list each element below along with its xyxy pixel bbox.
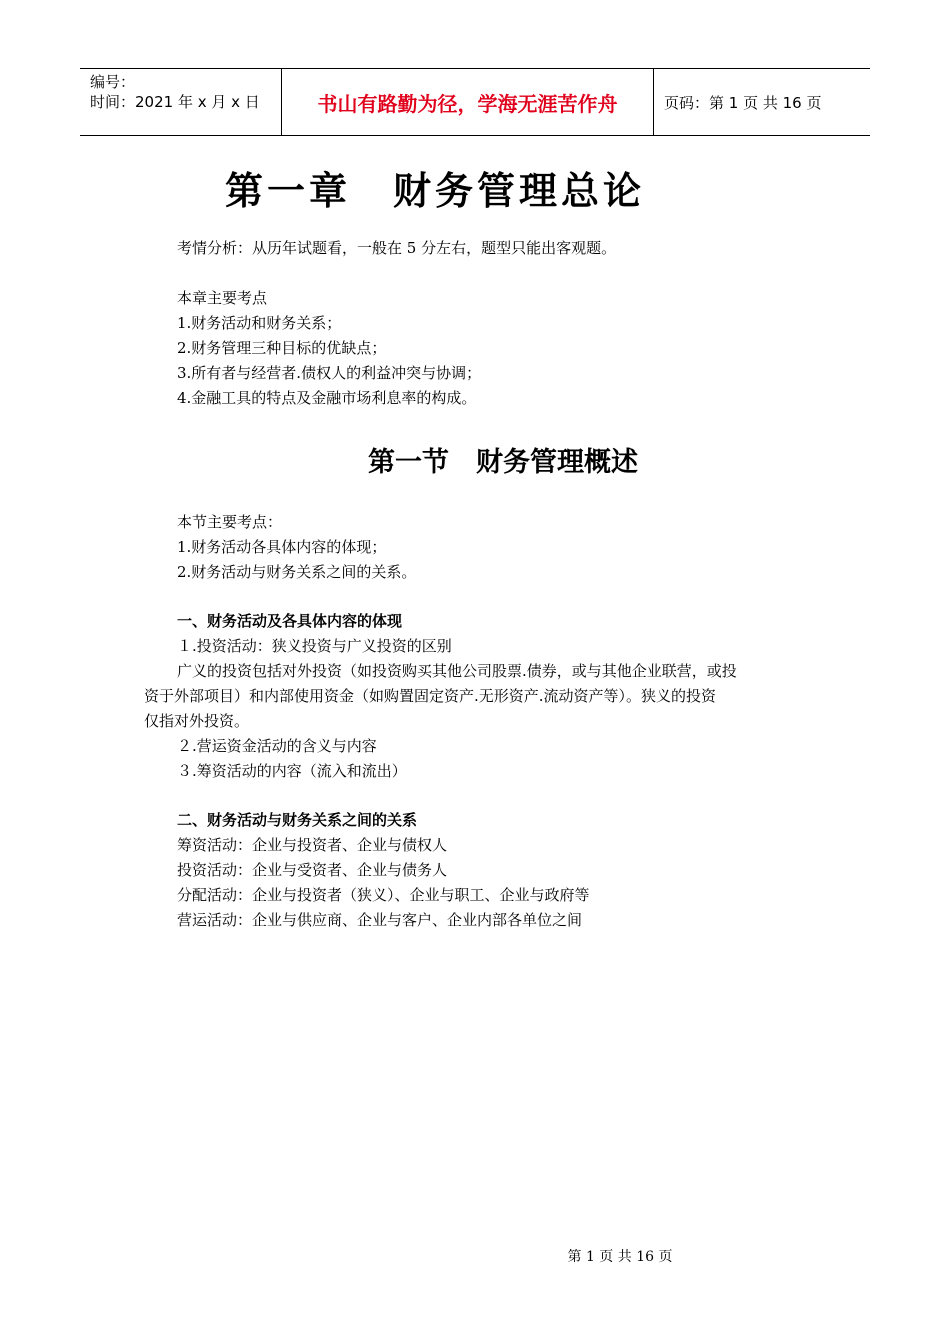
chapter-point-item: 1.财务活动和财务关系； (177, 314, 342, 332)
section-points-heading: 本节主要考点： (177, 513, 283, 531)
header-time-label: 时间：2021 年 x 月 x 日 (90, 93, 260, 111)
header-motto: 书山有路勤为径，学海无涯苦作舟 (281, 69, 654, 135)
part1-heading: 一、财务活动及各具体内容的体现 (177, 612, 403, 630)
part2-line: 投资活动：企业与受资者、企业与债务人 (177, 861, 448, 879)
chapter-point-item: 4.金融工具的特点及金融市场利息率的构成。 (177, 389, 477, 407)
part2-line: 营运活动：企业与供应商、企业与客户、企业内部各单位之间 (177, 911, 583, 929)
page-header (80, 68, 870, 136)
part1-item-investment: １.投资活动：狭义投资与广义投资的区别 (177, 637, 452, 655)
section-point-item: 1.财务活动各具体内容的体现； (177, 538, 387, 556)
part2-heading: 二、财务活动与财务关系之间的关系 (177, 811, 418, 829)
section-point-item: 2.财务活动与财务关系之间的关系。 (177, 563, 417, 581)
header-page-info: 页码：第 1 页 共 16 页 (664, 93, 822, 112)
chapter-title: 第一章 财务管理总论 (224, 168, 645, 213)
part1-item-financing: ３.筹资活动的内容（流入和流出） (177, 762, 407, 780)
section-title: 第一节 财务管理概述 (368, 447, 638, 478)
page-footer: 第 1 页 共 16 页 (567, 1249, 673, 1265)
chapter-points-heading: 本章主要考点 (177, 289, 268, 307)
header-number-label: 编号： (90, 73, 136, 91)
part2-line: 筹资活动：企业与投资者、企业与债权人 (177, 836, 448, 854)
chapter-point-item: 3.所有者与经营者.债权人的利益冲突与协调； (177, 364, 482, 382)
part2-line: 分配活动：企业与投资者（狭义）、企业与职工、企业与政府等 (177, 886, 590, 904)
part1-item-working-capital: ２.营运资金活动的含义与内容 (177, 737, 377, 755)
header-meta (80, 69, 281, 135)
chapter-point-item: 2.财务管理三种目标的优缺点； (177, 339, 387, 357)
exam-analysis: 考情分析：从历年试题看，一般在 5 分左右，题型只能出客观题。 (177, 239, 617, 257)
part1-paragraph-line: 资于外部项目）和内部使用资金（如购置固定资产.无形资产.流动资产等）。狭义的投资 (144, 687, 717, 705)
part1-paragraph-line: 仅指对外投资。 (144, 712, 250, 730)
part1-paragraph-line: 广义的投资包括对外投资（如投资购买其他公司股票.债券，或与其他企业联营，或投 (177, 662, 737, 680)
